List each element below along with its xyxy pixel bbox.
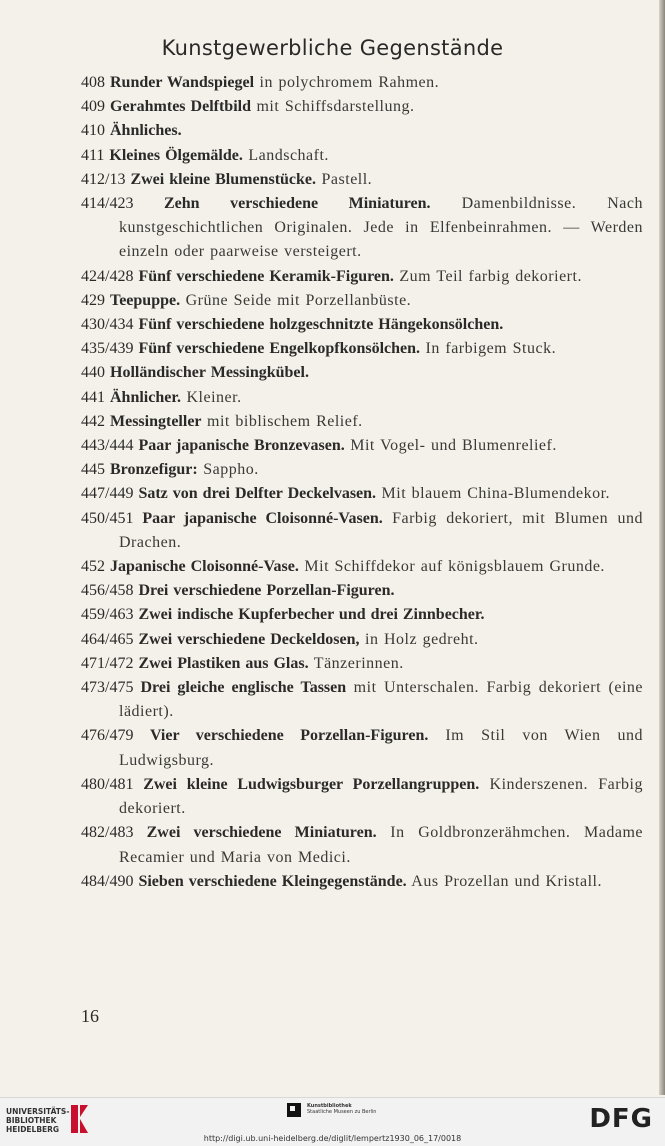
lot-description: Damenbildnisse. Nach kunstgeschichtlichen Originalen. Jede in Elfenbeinrahmen. — Werden einzeln oder paarweise versteigert.	[119, 195, 643, 261]
catalog-entry	[81, 821, 643, 869]
footer-bar	[0, 1097, 665, 1146]
lot-title: Kleines Ölgemälde.	[109, 146, 243, 164]
lot-title: Zwei verschiedene Miniaturen.	[146, 824, 377, 842]
lot-number: 445	[81, 461, 105, 479]
lot-description: Tänzerinnen.	[308, 654, 404, 672]
lot-title: Vier verschiedene Porzellan-Figuren.	[149, 727, 429, 745]
lot-description: Mit blauem China-Blumendekor.	[376, 485, 611, 503]
lot-title: Fünf verschiedene Keramik-Figuren.	[138, 267, 394, 285]
catalog-entry	[81, 507, 643, 555]
lot-description: Mit Vogel- und Blumenrelief.	[344, 437, 557, 455]
catalog-entry	[81, 192, 643, 265]
catalog-entry	[81, 144, 643, 168]
lot-description: Pastell.	[316, 170, 373, 188]
page-number: 16	[81, 1006, 99, 1026]
catalog-entry	[81, 628, 643, 652]
permalink-url[interactable]: http://digi.ub.uni-heidelberg.de/diglit/lempertz1930_06_17/0018	[203, 1134, 462, 1143]
lot-number: 440	[81, 364, 105, 382]
lot-number: 409	[81, 98, 105, 116]
lot-title: Japanische Cloisonné-Vase.	[110, 558, 299, 576]
lot-number: 450/451	[81, 509, 134, 527]
catalog-entry	[81, 870, 643, 894]
lot-title: Zwei verschiedene Deckeldosen,	[138, 630, 360, 648]
kb-subtitle: Staatliche Museen zu Berlin	[307, 1109, 377, 1115]
lot-title: Teepuppe.	[110, 291, 181, 309]
lot-number: 411	[81, 146, 105, 164]
lot-description: in polychromem Rahmen.	[254, 74, 440, 91]
lot-number: 430/434	[81, 316, 134, 334]
uni-logo-line: HEIDELBERG	[6, 1125, 60, 1134]
lot-title: Zwei Plastiken aus Glas.	[138, 654, 309, 672]
catalog-entry	[81, 458, 643, 482]
lot-description: Kleiner.	[180, 388, 242, 406]
lot-description: mit Schiffsdarstellung.	[250, 98, 415, 116]
lot-description: In Goldbronzerähmchen. Madame Recamier und Maria von Medici.	[119, 824, 643, 866]
lot-number: 429	[81, 291, 105, 309]
catalog-entry	[81, 482, 643, 506]
lot-description: Mit Schiffdekor auf königsblauem Grunde.	[298, 558, 605, 576]
lot-number: 473/475	[81, 679, 134, 697]
lot-description: mit Unterschalen. Farbig dekoriert (eine lädiert).	[119, 679, 644, 721]
lot-description: Aus Prozellan und Kristall.	[406, 872, 602, 890]
catalog-entry	[81, 434, 643, 458]
lot-number: 447/449	[81, 485, 134, 503]
kunstbibliothek-mark-icon	[287, 1103, 301, 1117]
page-title: Kunstgewerbliche Gegenstände	[161, 36, 504, 60]
catalog-entry	[81, 313, 643, 337]
catalog-entry	[81, 652, 643, 676]
lot-number: 424/428	[81, 267, 134, 285]
lot-number: 443/444	[81, 437, 134, 455]
dfg-logo[interactable]: DFG	[589, 1104, 653, 1134]
lot-number: 482/483	[81, 824, 134, 842]
lot-number: 414/423	[81, 195, 134, 213]
lot-title: Messingteller	[110, 412, 202, 430]
lot-number: 412/13	[81, 170, 126, 188]
page-edge	[659, 0, 665, 1095]
lot-title: Zwei kleine Ludwigsburger Porzellangruppen.	[143, 775, 480, 793]
lot-description: Grüne Seide mit Porzellanbüste.	[180, 291, 412, 309]
catalog-entry	[81, 579, 643, 603]
catalog-entry	[81, 603, 643, 627]
lot-title: Holländischer Messingkübel.	[110, 364, 309, 382]
lot-number: 459/463	[81, 606, 134, 624]
lot-number: 408	[81, 74, 105, 91]
uni-logo-line: BIBLIOTHEK	[6, 1116, 57, 1125]
lot-description: Kinderszenen. Farbig dekoriert.	[119, 775, 644, 818]
lot-title: Sieben verschiedene Kleingegenstände.	[138, 872, 407, 890]
lot-number: 484/490	[81, 872, 134, 890]
lot-title: Gerahmtes Delftbild	[110, 98, 251, 116]
lot-number: 464/465	[81, 630, 134, 648]
catalog-entry	[81, 119, 643, 143]
catalog-entry	[81, 71, 643, 95]
catalog-entry	[81, 410, 643, 434]
lot-number: 456/458	[81, 582, 134, 600]
lot-title: Runder Wandspiegel	[110, 74, 255, 91]
lot-description: Landschaft.	[242, 146, 329, 164]
catalog-entry	[81, 724, 643, 772]
catalog-entry	[81, 361, 643, 385]
lot-number: 435/439	[81, 340, 134, 358]
catalog-entry	[81, 289, 643, 313]
lot-number: 442	[81, 412, 105, 430]
catalog-entry	[81, 773, 643, 821]
university-library-logo[interactable]	[6, 1107, 69, 1134]
lot-number: 441	[81, 388, 105, 406]
catalog-entry	[81, 676, 643, 724]
lot-description: In farbigem Stuck.	[420, 340, 557, 358]
catalog-entry	[81, 386, 643, 410]
lot-title: Zehn verschiedene Miniaturen.	[164, 195, 431, 213]
lot-title: Ähnlicher.	[110, 388, 181, 406]
lot-title: Bronzefigur:	[110, 461, 198, 479]
lot-title: Ähnliches.	[110, 122, 182, 140]
lot-title: Satz von drei Delfter Deckelvasen.	[138, 485, 377, 503]
lot-description: Zum Teil farbig dekoriert.	[393, 267, 582, 285]
lot-title: Fünf verschiedene Engelkopfkonsölchen.	[138, 340, 421, 358]
lot-description: Farbig dekoriert, mit Blumen und Drachen.	[119, 509, 643, 551]
lot-title: Zwei kleine Blumenstücke.	[130, 170, 317, 188]
catalog-entry	[81, 265, 643, 289]
lot-title: Drei gleiche englische Tassen	[140, 679, 347, 697]
lot-description: mit biblischem Relief.	[201, 412, 363, 430]
catalog-entry	[81, 555, 643, 579]
catalog-entry	[81, 337, 643, 361]
kunstbibliothek-text	[307, 1103, 417, 1115]
lot-title: Paar japanische Cloisonné-Vasen.	[142, 509, 383, 527]
catalog-entry	[81, 168, 643, 192]
lot-number: 452	[81, 558, 105, 576]
university-emblem-icon	[68, 1103, 90, 1135]
lot-title: Fünf verschiedene holzgeschnitzte Hängekonsölchen.	[138, 316, 504, 334]
entry-list	[81, 71, 643, 894]
lot-number: 480/481	[81, 775, 134, 793]
catalog-entry	[81, 95, 643, 119]
lot-number: 410	[81, 122, 105, 140]
lot-title: Zwei indische Kupferbecher und drei Zinnbecher.	[138, 606, 485, 624]
lot-description: Sappho.	[197, 461, 259, 479]
lot-number: 471/472	[81, 654, 134, 672]
kb-name: Kunstbibliothek	[307, 1103, 352, 1109]
lot-number: 476/479	[81, 727, 134, 745]
lot-description: Im Stil von Wien und Ludwigsburg.	[119, 727, 644, 769]
lot-title: Paar japanische Bronzevasen.	[138, 437, 345, 455]
lot-title: Drei verschiedene Porzellan-Figuren.	[138, 582, 395, 600]
uni-logo-line: UNIVERSITÄTS-	[6, 1107, 70, 1116]
lot-description: in Holz gedreht.	[359, 630, 479, 648]
